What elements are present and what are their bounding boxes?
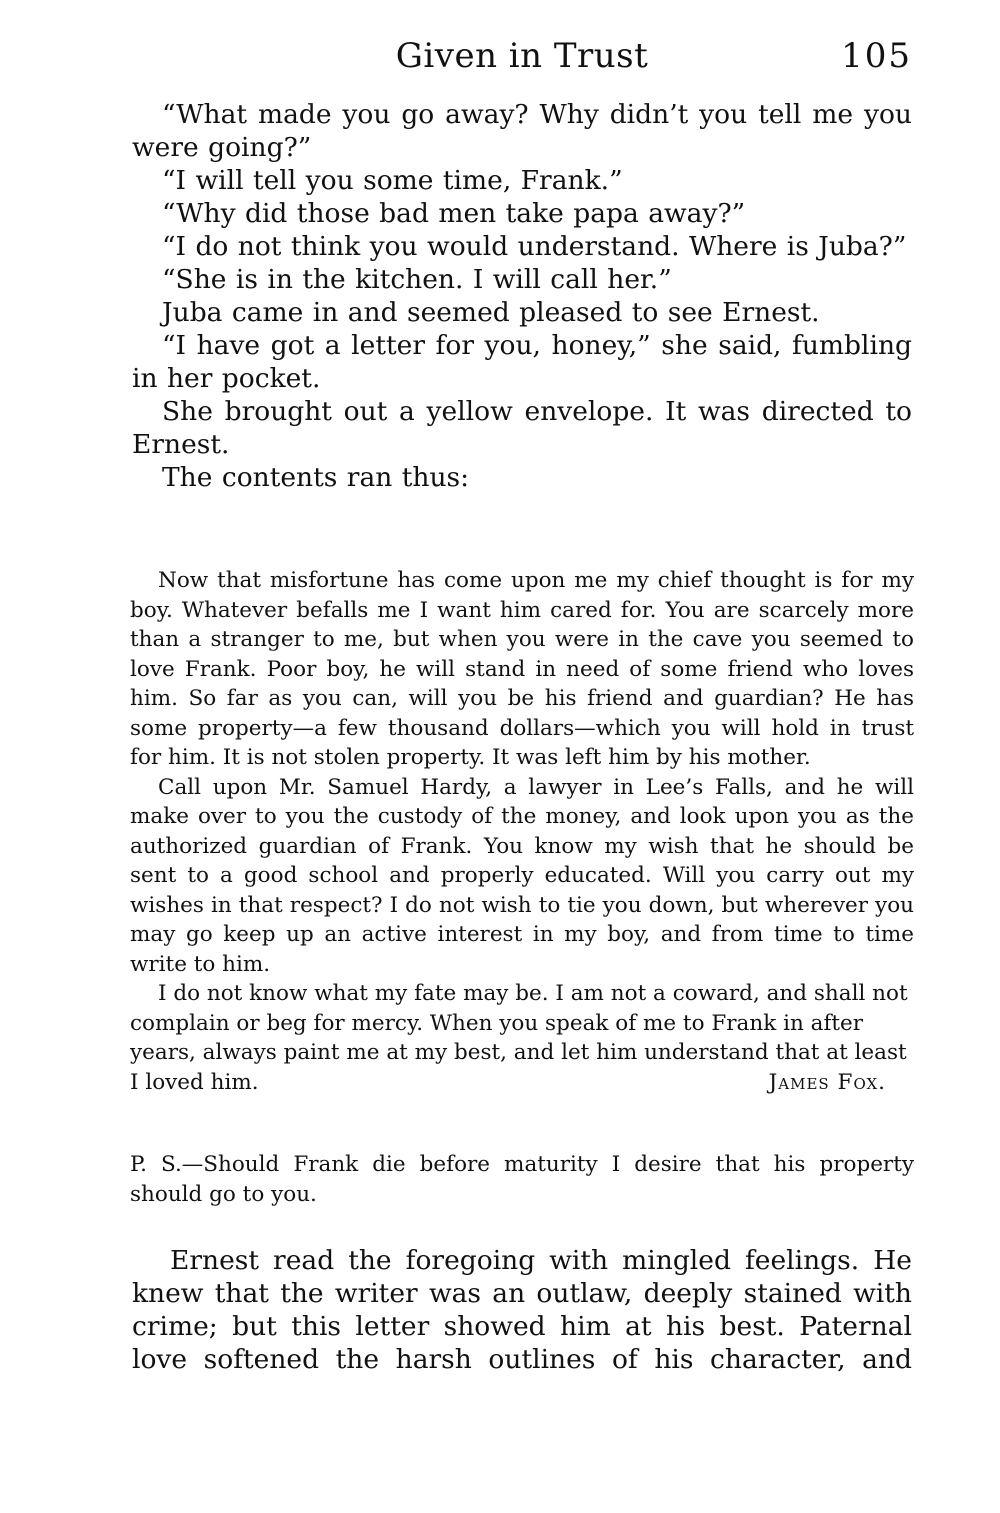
paragraph: Juba came in and seemed pleased to see Ernest. xyxy=(162,297,820,328)
running-header xyxy=(132,34,912,82)
paragraph: “She is in the kitchen. I will call her.” xyxy=(162,264,672,295)
letter-paragraph-final xyxy=(130,979,914,1097)
postscript-block xyxy=(130,1150,914,1209)
paragraph: “Why did those bad men take papa away?” xyxy=(162,198,746,229)
postscript: P. S.—Should Frank die before maturity I desire that his property should go to you. xyxy=(130,1152,914,1207)
closing-section xyxy=(132,1244,912,1376)
letter-block xyxy=(130,566,914,1097)
paragraph: “I do not think you would understand. Where is Juba?” xyxy=(162,231,907,262)
page-number: 105 xyxy=(841,36,912,76)
letter-paragraph-text: I do not know what my fate may be. I am not a coward, and shall not complain or beg for mercy. When you speak of me to Frank in after years, always paint me at my best, and let him understand that at least I loved him. xyxy=(130,981,908,1095)
paragraph: She brought out a yellow envelope. It was directed to Ernest. xyxy=(132,396,912,460)
letter-paragraph: Call upon Mr. Samuel Hardy, a lawyer in Lee’s Falls, and he will make over to you the custody of the money, and look upon you as the authorized guardian of Frank. You know my wish that he should be sent to a good school and properly educated. Will you carry out my wishes in that respect? I do not wish to tie you down, but wherever you may go keep up an active interest in my boy, and from time to time write to him. xyxy=(130,774,914,977)
running-title: Given in Trust xyxy=(395,36,649,76)
dialogue-section xyxy=(132,98,912,494)
letter-signature: James Fox. xyxy=(768,1069,886,1095)
paragraph: “I will tell you some time, Frank.” xyxy=(162,165,623,196)
paragraph: “I have got a letter for you, honey,” she said, fumbling in her pocket. xyxy=(132,330,912,394)
closing-paragraph: Ernest read the foregoing with mingled feelings. He knew that the writer was an outlaw, deeply stained with crime; but this letter showed him at his best. Paternal love softened the harsh outlines of his character, and xyxy=(132,1245,912,1375)
letter-paragraph: Now that misfortune has come upon me my chief thought is for my boy. Whatever befalls me I want him cared for. You are scarcely more than a stranger to me, but when you were in the cave you seemed to love Frank. Poor boy, he will stand in need of some friend who loves him. So far as you can, will you be his friend and guardian? He has some property—a few thousand dollars—which you will hold in trust for him. It is not stolen property. It was left him by his mother. xyxy=(130,568,914,770)
paragraph: The contents ran thus: xyxy=(162,462,470,493)
paragraph: “What made you go away? Why didn’t you tell me you were going?” xyxy=(132,99,912,163)
